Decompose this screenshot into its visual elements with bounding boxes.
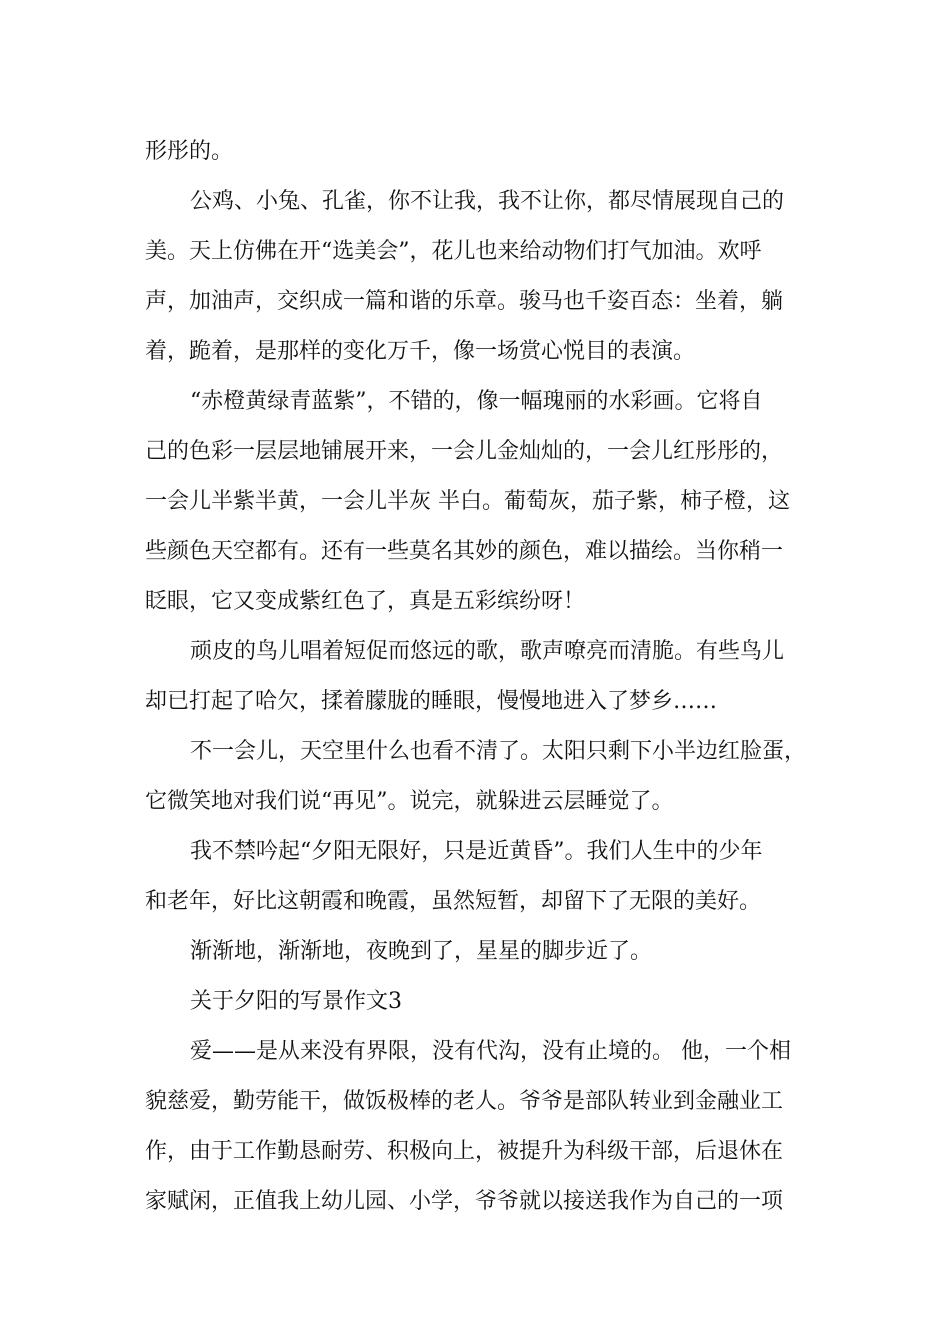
text-line-6: “赤橙黄绿青蓝紫”，不错的，像一幅瑰丽的水彩画。它将自: [190, 389, 763, 414]
text-line-15: 我不禁吟起“夕阳无限好，只是近黄昏”。我们人生中的少年: [190, 839, 763, 864]
text-line-21: 作，由于工作勤恳耐劳、积极向上，被提升为科级干部，后退休在: [145, 1139, 784, 1164]
text-line-4: 声，加油声，交织成一篇和谐的乐章。骏马也千姿百态：坐着，躺: [145, 289, 784, 314]
text-line-19: 爱——是从来没有界限，没有代沟，没有止境的。 他，一个相: [190, 1039, 791, 1064]
text-line-3: 美。天上仿佛在开“选美会”，花儿也来给动物们打气加油。欢呼: [145, 239, 762, 264]
text-line-12: 却已打起了哈欠，揉着朦胧的睡眼，慢慢地进入了梦乡……: [145, 689, 718, 714]
text-line-8: 一会儿半紫半黄，一会儿半灰 半白。葡萄灰，茄子紫，柿子橙，这: [145, 489, 790, 514]
text-line-20: 貌慈爱，勤劳能干，做饭极棒的老人。爷爷是部队转业到金融业工: [145, 1089, 784, 1114]
text-line-9: 些颜色天空都有。还有一些莫名其妙的颜色，难以描绘。当你稍一: [145, 539, 784, 564]
text-line-10: 眨眼，它又变成紫红色了，真是五彩缤纷呀！: [145, 589, 586, 614]
text-line-7: 己的色彩一层层地铺展开来，一会儿金灿灿的，一会儿红彤彤的，: [145, 439, 784, 464]
text-line-14: 它微笑地对我们说“再见”。说完，就躲进云层睡觉了。: [145, 789, 674, 814]
text-line-22: 家赋闲，正值我上幼儿园、小学，爷爷就以接送我作为自己的一项: [145, 1189, 784, 1214]
text-line-2: 公鸡、小兔、孔雀，你不让我，我不让你，都尽情展现自己的: [190, 189, 785, 214]
text-line-11: 顽皮的鸟儿唱着短促而悠远的歌，歌声嘹亮而清脆。有些鸟儿: [190, 639, 785, 664]
text-line-13: 不一会儿，天空里什么也看不清了。太阳只剩下小半边红脸蛋，: [190, 739, 807, 764]
text-line-1: 形彤的。: [145, 139, 234, 164]
section-heading: 关于夕阳的写景作文3: [190, 989, 402, 1014]
text-line-16: 和老年，好比这朝霞和晚霞，虽然短暂，却留下了无限的美好。: [145, 889, 762, 914]
text-line-17: 渐渐地，渐渐地，夜晚到了，星星的脚步近了。: [190, 939, 653, 964]
text-line-5: 着，跪着，是那样的变化万千，像一场赏心悦目的表演。: [145, 339, 696, 364]
